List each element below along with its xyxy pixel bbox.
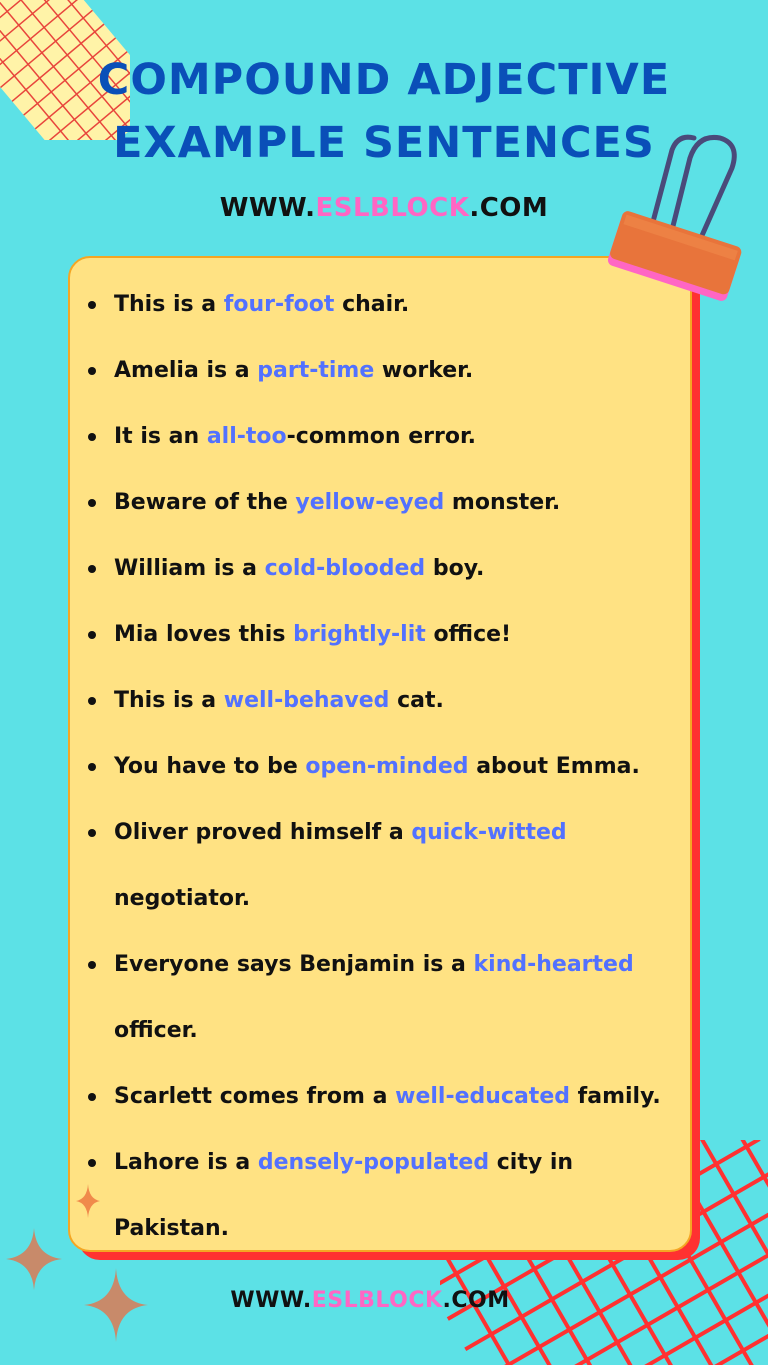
url-suffix: .COM: [442, 1288, 510, 1313]
binder-clip-icon: [600, 128, 750, 313]
website-url-bottom[interactable]: [40, 1288, 700, 1313]
sentence-text: Beware of the: [114, 490, 296, 515]
compound-adjective: well-behaved: [223, 688, 390, 713]
page-title-line-2: EXAMPLE SENTENCES: [113, 118, 655, 168]
sentence-text: Lahore is a: [114, 1150, 258, 1175]
sentence-item: [114, 734, 684, 800]
sentence-item: [114, 338, 684, 404]
sentence-text: officer.: [114, 1018, 198, 1043]
small-sparkle-icon: [76, 1184, 100, 1218]
page-title-line-1: COMPOUND ADJECTIVE: [97, 55, 671, 105]
compound-adjective: kind-hearted: [473, 952, 634, 977]
sentence-text: You have to be: [114, 754, 306, 779]
sentence-item: [114, 932, 684, 1064]
sentence-text: city in Pakistan.: [114, 1150, 574, 1241]
sentence-card: [68, 256, 692, 1252]
compound-adjective: densely-populated: [257, 1150, 490, 1175]
url-brand: ESLBLOCK: [311, 1288, 443, 1313]
bullet-icon: [88, 433, 96, 441]
bullet-icon: [88, 301, 96, 309]
bullet-icon: [88, 631, 96, 639]
url-brand: ESLBLOCK: [315, 193, 470, 223]
compound-adjective: open-minded: [305, 754, 469, 779]
bullet-icon: [88, 697, 96, 705]
sentence-text: William is a: [114, 556, 265, 581]
sentence-text: boy.: [425, 556, 485, 581]
sentence-text: This is a: [114, 688, 224, 713]
sentence-text: This is a: [114, 292, 224, 317]
bullet-icon: [88, 829, 96, 837]
sentence-item: [114, 404, 684, 470]
sentence-text: -common error.: [286, 424, 477, 449]
bullet-icon: [88, 565, 96, 573]
sentence-item: [114, 602, 684, 668]
sentence-item: [114, 668, 684, 734]
sentence-text: monster.: [444, 490, 561, 515]
sentence-text: family.: [570, 1084, 661, 1109]
compound-adjective: brightly-lit: [293, 622, 426, 647]
sentence-text: Oliver proved himself a: [114, 820, 412, 845]
url-prefix: WWW.: [219, 193, 316, 223]
bullet-icon: [88, 367, 96, 375]
sentence-text: about Emma.: [468, 754, 640, 779]
sentence-text: negotiator.: [114, 886, 251, 911]
sentence-text: cat.: [389, 688, 444, 713]
sentence-text: worker.: [374, 358, 474, 383]
sentence-text: chair.: [334, 292, 410, 317]
bullet-icon: [88, 763, 96, 771]
compound-adjective: four-foot: [223, 292, 335, 317]
sentence-item: [114, 536, 684, 602]
url-suffix: .COM: [469, 193, 549, 223]
sentence-item: [114, 1130, 684, 1262]
compound-adjective: quick-witted: [411, 820, 567, 845]
sentence-text: office!: [425, 622, 512, 647]
url-prefix: WWW.: [230, 1288, 312, 1313]
sentence-item: [114, 272, 684, 338]
sentence-item: [114, 470, 684, 536]
bullet-icon: [88, 499, 96, 507]
bullet-icon: [88, 1093, 96, 1101]
bullet-icon: [88, 961, 96, 969]
sentence-item: [114, 800, 684, 932]
compound-adjective: all-too: [206, 424, 287, 449]
bullet-icon: [88, 1159, 96, 1167]
sentence-text: Amelia is a: [114, 358, 258, 383]
sentence-text: Everyone says Benjamin is a: [114, 952, 474, 977]
compound-adjective: cold-blooded: [264, 556, 426, 581]
compound-adjective: part-time: [257, 358, 375, 383]
sparkle-icon: [6, 1228, 62, 1290]
sentence-item: [114, 1064, 684, 1130]
compound-adjective: well-educated: [395, 1084, 570, 1109]
sentence-text: It is an: [114, 424, 207, 449]
sentence-text: Mia loves this: [114, 622, 294, 647]
compound-adjective: yellow-eyed: [295, 490, 445, 515]
sentence-text: Scarlett comes from a: [114, 1084, 396, 1109]
